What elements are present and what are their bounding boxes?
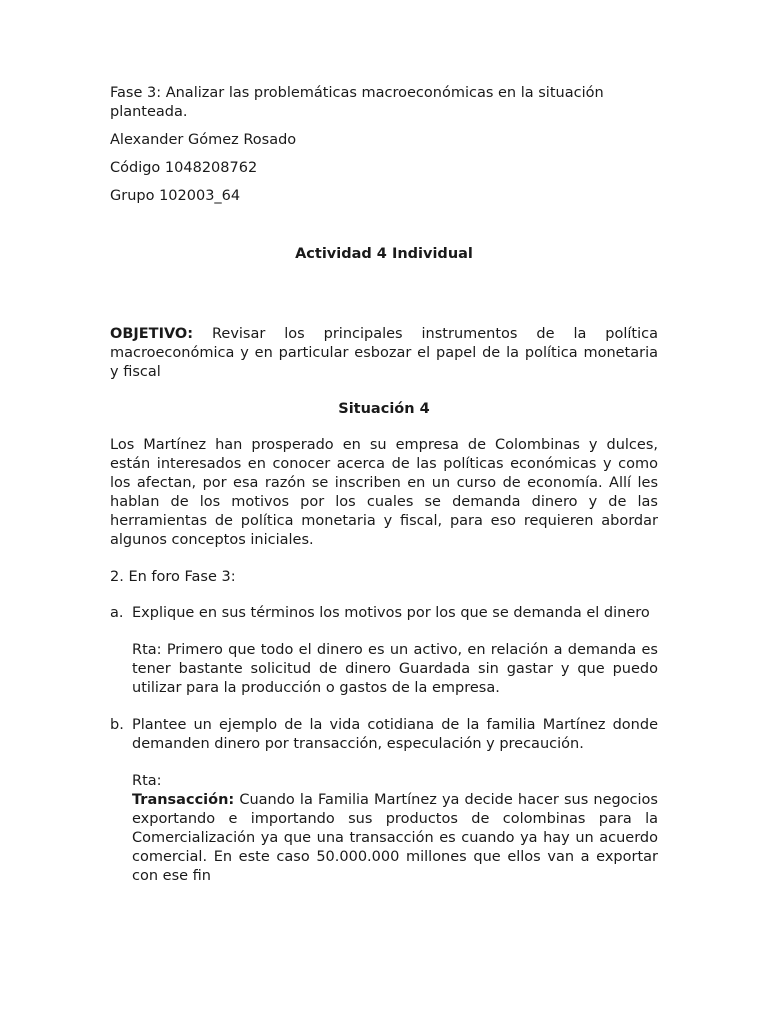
transaction-label: Transacción:	[132, 792, 235, 808]
forum-heading: 2. En foro Fase 3:	[110, 569, 236, 585]
situation-paragraph: Los Martínez han prosperado en su empresa de Colombinas y dulces, están interesados en conocer acerca de las políticas económicas y como los afectan, por esa razón se inscriben en un curso de economía. Allí les hablan de los motivos por los cuales se demanda dinero y de las herramientas de política monetaria y fiscal, para eso requieren abordar algunos conceptos iniciales.	[110, 437, 658, 548]
objective-text: Revisar los principales instrumentos de la política macroeconómica y en particular esbozar el papel de la política monetaria y fiscal	[110, 326, 658, 380]
question-b	[110, 716, 658, 754]
question-a-text: Explique en sus términos los motivos por los que se demanda el dinero	[132, 605, 650, 621]
question-a-marker: a.	[110, 605, 124, 621]
activity-title: Actividad 4 Individual	[295, 246, 473, 262]
group-number: Grupo 102003_64	[110, 188, 241, 204]
transaction-paragraph	[132, 791, 658, 886]
question-a-answer: Rta: Primero que todo el dinero es un activo, en relación a demanda es tener bastante solicitud de dinero Guardada sin gastar y que puedo utilizar para la producción o gastos de la empresa.	[132, 642, 658, 696]
document-page	[110, 84, 658, 886]
question-b-answer-label: Rta:	[132, 773, 162, 789]
transaction-text: Cuando la Familia Martínez ya decide hacer sus negocios exportando e importando sus productos de colombinas para la Comercialización ya que una transacción es cuando ya hay un acuerdo comercial. En este caso 50.000.000 millones que ellos van a exportar con ese fin	[132, 792, 658, 884]
objective-paragraph	[110, 325, 658, 382]
situation-title: Situación 4	[338, 401, 430, 417]
question-b-marker: b.	[110, 717, 124, 733]
question-b-text: Plantee un ejemplo de la vida cotidiana de la familia Martínez donde demanden dinero por transacción, especulación y precaución.	[132, 717, 658, 752]
phase-title: Fase 3: Analizar las problemáticas macroeconómicas en la situación planteada.	[110, 85, 604, 120]
question-a	[110, 604, 658, 623]
author-name: Alexander Gómez Rosado	[110, 132, 297, 148]
objective-label: OBJETIVO:	[110, 326, 194, 342]
student-code: Código 1048208762	[110, 160, 258, 176]
